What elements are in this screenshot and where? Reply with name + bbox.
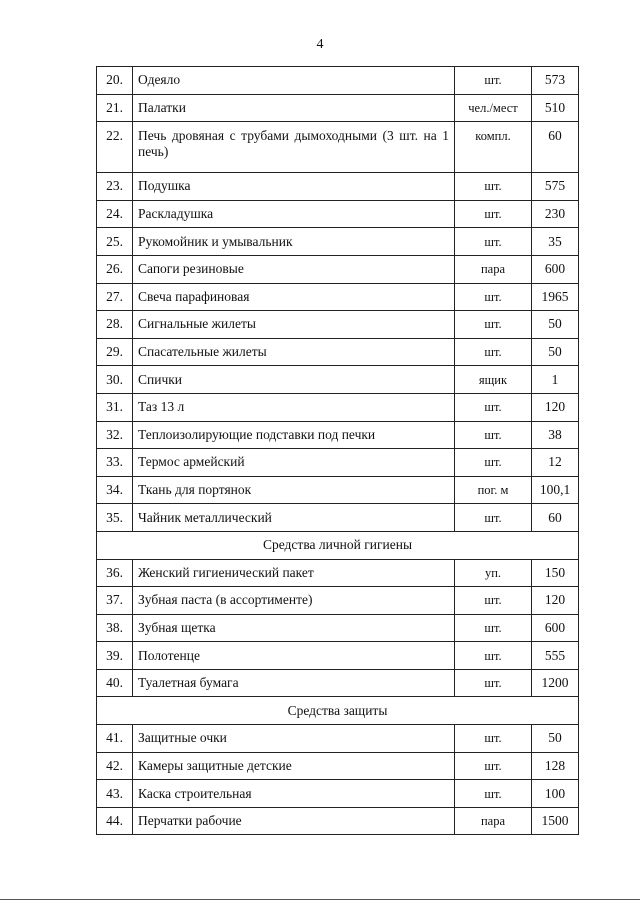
table-row <box>97 67 579 95</box>
unit-cell: шт. <box>455 669 532 697</box>
item-name-cell: Ткань для портянок <box>133 476 455 504</box>
quantity-cell: 555 <box>532 642 579 670</box>
section-title: Средства защиты <box>97 697 579 725</box>
row-number-cell: 36. <box>97 559 133 587</box>
item-name-cell: Зубная паста (в ассортименте) <box>133 587 455 615</box>
quantity-cell: 38 <box>532 421 579 449</box>
table-row <box>97 393 579 421</box>
quantity-cell: 1200 <box>532 669 579 697</box>
table-row <box>97 476 579 504</box>
item-name-cell: Камеры защитные детские <box>133 752 455 780</box>
quantity-cell: 60 <box>532 122 579 173</box>
unit-cell: шт. <box>455 449 532 477</box>
unit-cell: шт. <box>455 421 532 449</box>
table-row <box>97 338 579 366</box>
unit-cell: шт. <box>455 283 532 311</box>
quantity-cell: 100,1 <box>532 476 579 504</box>
unit-cell: компл. <box>455 122 532 173</box>
row-number-cell: 24. <box>97 200 133 228</box>
quantity-cell: 120 <box>532 587 579 615</box>
quantity-cell: 50 <box>532 338 579 366</box>
supply-table <box>96 66 579 835</box>
row-number-cell: 39. <box>97 642 133 670</box>
item-name-cell: Каска строительная <box>133 780 455 808</box>
row-number-cell: 35. <box>97 504 133 532</box>
quantity-cell: 600 <box>532 255 579 283</box>
table-row <box>97 504 579 532</box>
unit-cell: шт. <box>455 173 532 201</box>
item-name-cell: Женский гигиенический пакет <box>133 559 455 587</box>
quantity-cell: 50 <box>532 725 579 753</box>
table-row <box>97 807 579 835</box>
row-number-cell: 21. <box>97 94 133 122</box>
page-number: 4 <box>316 37 324 52</box>
unit-cell: шт. <box>455 393 532 421</box>
quantity-cell: 230 <box>532 200 579 228</box>
unit-cell: шт. <box>455 311 532 339</box>
item-name-cell: Термос армейский <box>133 449 455 477</box>
item-name-cell: Перчатки рабочие <box>133 807 455 835</box>
table-row <box>97 311 579 339</box>
unit-cell: ящик <box>455 366 532 394</box>
quantity-cell: 100 <box>532 780 579 808</box>
table-row <box>97 421 579 449</box>
quantity-cell: 573 <box>532 67 579 95</box>
table-row <box>97 94 579 122</box>
item-name-cell: Сигнальные жилеты <box>133 311 455 339</box>
quantity-cell: 1 <box>532 366 579 394</box>
row-number-cell: 26. <box>97 255 133 283</box>
unit-cell: пара <box>455 255 532 283</box>
item-name-cell: Таз 13 л <box>133 393 455 421</box>
table-row <box>97 669 579 697</box>
item-name-cell: Подушка <box>133 173 455 201</box>
unit-cell: шт. <box>455 642 532 670</box>
row-number-cell: 38. <box>97 614 133 642</box>
unit-cell: шт. <box>455 200 532 228</box>
row-number-cell: 28. <box>97 311 133 339</box>
table-row <box>97 173 579 201</box>
table-row <box>97 642 579 670</box>
unit-cell: шт. <box>455 725 532 753</box>
section-header-row <box>97 531 579 559</box>
row-number-cell: 32. <box>97 421 133 449</box>
row-number-cell: 27. <box>97 283 133 311</box>
item-name-cell: Полотенце <box>133 642 455 670</box>
quantity-cell: 60 <box>532 504 579 532</box>
item-name-cell: Одеяло <box>133 67 455 95</box>
unit-cell: пара <box>455 807 532 835</box>
item-name-cell: Спасательные жилеты <box>133 338 455 366</box>
table-row <box>97 725 579 753</box>
row-number-cell: 41. <box>97 725 133 753</box>
row-number-cell: 43. <box>97 780 133 808</box>
row-number-cell: 25. <box>97 228 133 256</box>
quantity-cell: 600 <box>532 614 579 642</box>
quantity-cell: 150 <box>532 559 579 587</box>
row-number-cell: 30. <box>97 366 133 394</box>
quantity-cell: 120 <box>532 393 579 421</box>
row-number-cell: 42. <box>97 752 133 780</box>
row-number-cell: 22. <box>97 122 133 173</box>
table-row <box>97 559 579 587</box>
unit-cell: шт. <box>455 504 532 532</box>
row-number-cell: 23. <box>97 173 133 201</box>
row-number-cell: 20. <box>97 67 133 95</box>
unit-cell: шт. <box>455 587 532 615</box>
item-name-cell: Сапоги резиновые <box>133 255 455 283</box>
table-row <box>97 255 579 283</box>
table-row <box>97 752 579 780</box>
table-row <box>97 614 579 642</box>
item-name-cell: Печь дровяная с трубами дымоходными (3 шт. на 1 печь) <box>133 122 455 173</box>
item-name-cell: Чайник металлический <box>133 504 455 532</box>
item-name-cell: Раскладушка <box>133 200 455 228</box>
row-number-cell: 37. <box>97 587 133 615</box>
quantity-cell: 1500 <box>532 807 579 835</box>
table-row <box>97 587 579 615</box>
quantity-cell: 1965 <box>532 283 579 311</box>
bottom-rule <box>0 899 640 900</box>
row-number-cell: 29. <box>97 338 133 366</box>
quantity-cell: 510 <box>532 94 579 122</box>
quantity-cell: 50 <box>532 311 579 339</box>
item-name-cell: Теплоизолирующие подставки под печки <box>133 421 455 449</box>
unit-cell: шт. <box>455 752 532 780</box>
item-name-cell: Палатки <box>133 94 455 122</box>
table-row <box>97 780 579 808</box>
item-name-cell: Защитные очки <box>133 725 455 753</box>
quantity-cell: 128 <box>532 752 579 780</box>
quantity-cell: 575 <box>532 173 579 201</box>
table-row <box>97 200 579 228</box>
unit-cell: шт. <box>455 614 532 642</box>
row-number-cell: 33. <box>97 449 133 477</box>
item-name-cell: Зубная щетка <box>133 614 455 642</box>
item-name-cell: Туалетная бумага <box>133 669 455 697</box>
quantity-cell: 12 <box>532 449 579 477</box>
quantity-cell: 35 <box>532 228 579 256</box>
item-name-cell: Рукомойник и умывальник <box>133 228 455 256</box>
unit-cell: чел./мест <box>455 94 532 122</box>
table-row <box>97 228 579 256</box>
table-body <box>97 67 579 835</box>
section-title: Средства личной гигиены <box>97 531 579 559</box>
section-header-row <box>97 697 579 725</box>
table-row <box>97 122 579 173</box>
item-name-cell: Спички <box>133 366 455 394</box>
table-row <box>97 449 579 477</box>
row-number-cell: 31. <box>97 393 133 421</box>
item-name-cell: Свеча парафиновая <box>133 283 455 311</box>
unit-cell: пог. м <box>455 476 532 504</box>
table-row <box>97 283 579 311</box>
table-row <box>97 366 579 394</box>
unit-cell: шт. <box>455 228 532 256</box>
row-number-cell: 40. <box>97 669 133 697</box>
unit-cell: шт. <box>455 67 532 95</box>
row-number-cell: 34. <box>97 476 133 504</box>
unit-cell: уп. <box>455 559 532 587</box>
row-number-cell: 44. <box>97 807 133 835</box>
unit-cell: шт. <box>455 780 532 808</box>
unit-cell: шт. <box>455 338 532 366</box>
